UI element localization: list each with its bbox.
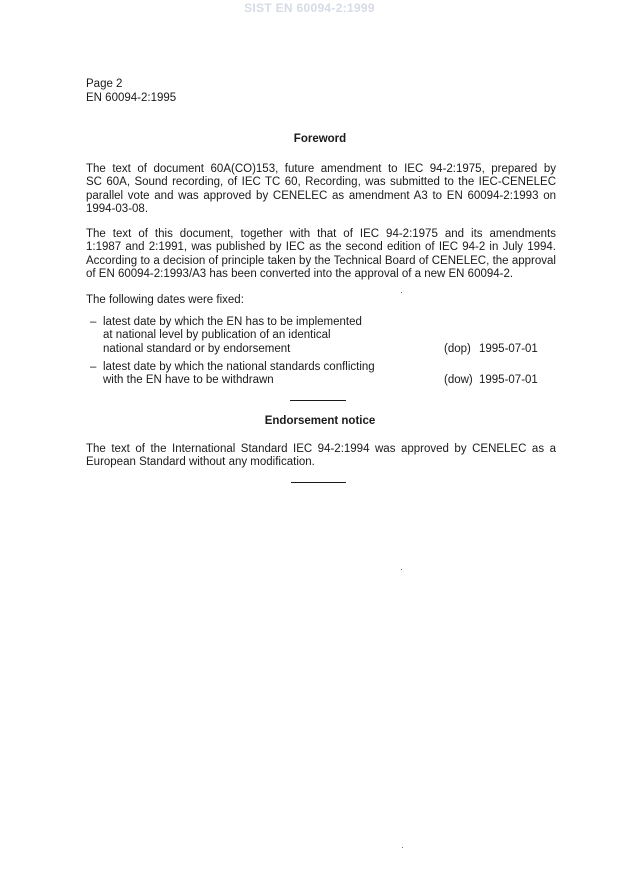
- text-line: latest date by which the EN has to be implemented: [103, 316, 362, 328]
- date-abbreviation: (dop): [444, 342, 471, 355]
- date-abbreviation: (dow): [444, 374, 473, 387]
- foreword-paragraph-2: [86, 228, 556, 281]
- date-value: 1995-07-01: [479, 374, 538, 387]
- section-divider: [290, 400, 346, 401]
- scan-speck: [401, 292, 402, 293]
- text-line: 1:1987 and 2:1991, was published by IEC as the second edition of IEC 94-2 in July 1994.: [86, 241, 556, 254]
- text-line: parallel vote and was approved by CENELEC as amendment A3 to EN 60094-2:1993 on: [86, 189, 556, 202]
- foreword-heading: Foreword: [293, 133, 347, 145]
- text-line: 1994-03-08.: [86, 202, 149, 215]
- page-number: Page 2: [86, 78, 123, 90]
- scan-speck: [402, 847, 403, 848]
- endorsement-paragraph: [86, 443, 556, 470]
- dash-bullet: –: [90, 361, 97, 373]
- dash-bullet: –: [90, 316, 97, 328]
- text-line: latest date by which the national standards conflicting: [103, 361, 375, 373]
- text-line: with the EN have to be withdrawn: [103, 374, 274, 387]
- text-line: The text of this document, together with that of IEC 94-2:1975 and its amendments: [86, 228, 556, 240]
- text-line: European Standard without any modification.: [86, 456, 315, 469]
- section-divider: [291, 482, 346, 483]
- text-line: According to a decision of principle taken by the Technical Board of CENELEC, the approval: [86, 254, 556, 267]
- foreword-paragraph-1: [86, 163, 556, 216]
- scan-speck: [401, 569, 402, 570]
- dates-intro: [86, 294, 556, 307]
- endorsement-heading: Endorsement notice: [264, 415, 376, 427]
- date-item-text: [103, 361, 403, 388]
- date-value: 1995-07-01: [479, 342, 538, 355]
- text-line: The following dates were fixed:: [86, 294, 244, 306]
- date-item-text: [103, 316, 403, 356]
- text-line: of EN 60094-2:1993/A3 has been converted into the approval of a new EN 60094-2.: [86, 267, 514, 280]
- text-line: The text of document 60A(CO)153, future amendment to IEC 94-2:1975, prepared by: [86, 163, 556, 175]
- date-item-dow: [90, 361, 550, 389]
- text-line: The text of the International Standard IEC 94-2:1994 was approved by CENELEC as a: [86, 443, 556, 455]
- page-header: [86, 77, 176, 105]
- text-line: national standard or by endorsement: [103, 342, 291, 355]
- text-line: at national level by publication of an identical: [103, 329, 331, 342]
- watermark: SIST EN 60094-2:1999: [244, 1, 375, 15]
- date-item-dop: [90, 316, 550, 356]
- text-line: SC 60A, Sound recording, of IEC TC 60, Recording, was submitted to the IEC-CENELEC: [86, 176, 556, 189]
- document-id: EN 60094-2:1995: [86, 92, 177, 104]
